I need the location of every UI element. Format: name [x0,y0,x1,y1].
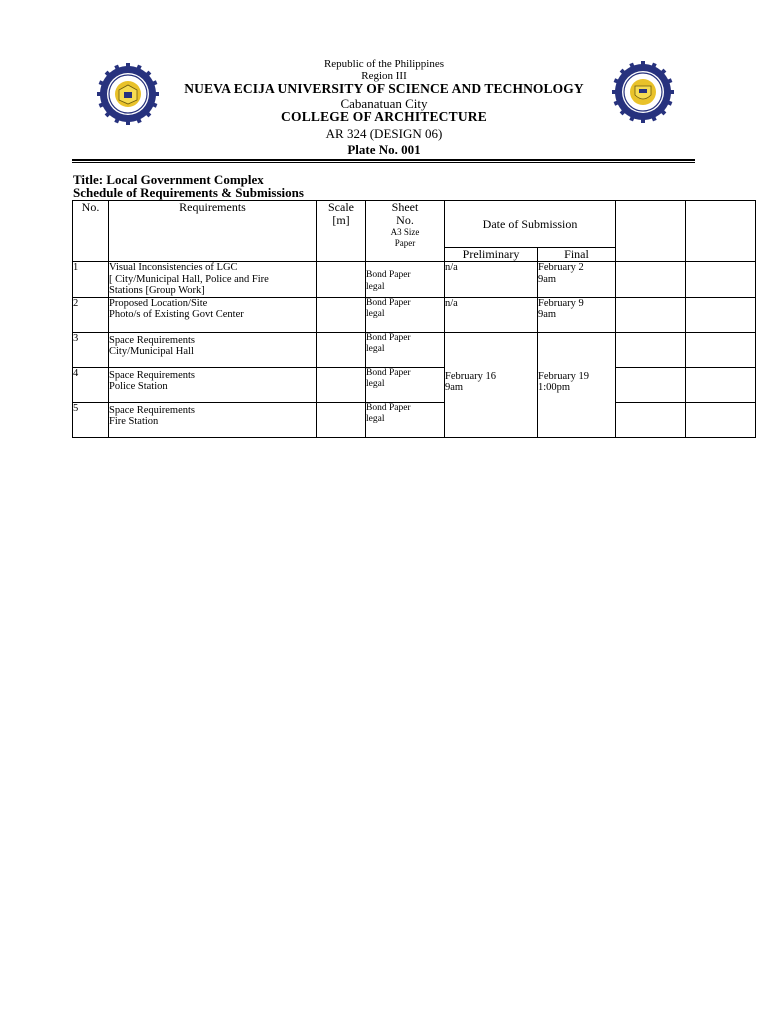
requirement-cell [109,297,317,332]
document-title: Title: Local Government Complex [73,172,264,187]
scale-cell [317,297,366,332]
final-line: February 9 [538,297,584,309]
region-line: Region III [361,70,407,82]
requirement-line: Police Station [109,381,168,392]
scale-cell [317,402,366,437]
header-requirements: Requirements [109,201,317,262]
header-divider [72,159,695,161]
blank-cell [686,332,756,367]
city-line: Cabanatuan City [340,96,428,111]
table-row [73,402,756,437]
sheet-line: legal [366,414,385,424]
country-line: Republic of the Philippines [323,58,445,70]
header-sheet [366,201,445,262]
header-no: No. [73,201,109,262]
header-preliminary: Preliminary [445,248,538,262]
requirement-line: Visual Inconsistencies of LGC [109,262,238,273]
sheet-line: legal [366,379,385,389]
header-scale-line1: Scale [328,200,354,214]
header-final: Final [538,248,616,262]
table-row [73,297,756,332]
schedule-table [72,200,756,438]
blank-header-cell-2 [686,201,756,262]
blank-cell [686,367,756,402]
table-row [73,367,756,402]
blank-cell [686,402,756,437]
requirement-cell [109,402,317,437]
sheet-line: Bond Paper [366,297,411,308]
table-header-row [73,201,756,248]
row-number: 1 [73,262,109,298]
sheet-line: Bond Paper [366,270,411,280]
sheet-cell [366,297,445,332]
merged-preliminary-cell [445,332,538,437]
university-name: NUEVA ECIJA UNIVERSITY OF SCIENCE AND TECHNOLOGY [184,81,584,96]
row-number: 2 [73,297,109,332]
blank-cell [686,297,756,332]
sheet-line: Bond Paper [366,332,411,343]
sheet-line: Bond Paper [366,402,411,413]
requirement-cell [109,367,317,402]
table-row [73,332,756,367]
merged-preliminary-line: 9am [445,382,464,393]
plate-number: Plate No. 001 [347,142,421,157]
preliminary-cell: n/a [445,262,538,298]
blank-cell [686,262,756,298]
blank-cell [616,367,686,402]
header-scale [317,201,366,262]
sheet-line: legal [366,281,385,292]
requirement-line: [ City/Municipal Hall, Police and Fire [109,273,269,285]
merged-final-cell [538,332,616,437]
scale-cell [317,262,366,298]
blank-header-cell-1 [616,201,686,262]
header-divider-thin [72,162,695,163]
blank-cell [616,402,686,437]
requirement-line: Fire Station [109,416,159,427]
requirement-line: Stations [Group Work] [109,285,205,296]
scale-cell [317,332,366,367]
sheet-cell [366,332,445,367]
final-line: 9am [538,309,557,320]
requirement-line: City/Municipal Hall [109,346,194,357]
requirement-line: Space Requirements [109,369,196,381]
document-subtitle: Schedule of Requirements & Submissions [73,185,304,200]
sheet-cell [366,367,445,402]
blank-cell [616,262,686,298]
document-header [0,56,768,156]
table-row [73,262,756,298]
course-code: AR 324 (DESIGN 06) [325,126,443,141]
requirement-line: Space Requirements [109,334,196,346]
row-number: 3 [73,332,109,367]
preliminary-cell: n/a [445,297,538,332]
sheet-cell [366,402,445,437]
blank-cell [616,332,686,367]
requirement-line: Space Requirements [109,404,196,416]
merged-final-line: 1:00pm [538,382,571,393]
college-name: COLLEGE OF ARCHITECTURE [281,109,487,124]
header-date-of-submission: Date of Submission [445,201,616,248]
row-number: 4 [73,367,109,402]
sheet-cell [366,262,445,298]
blank-cell [616,297,686,332]
requirement-line: Photo/s of Existing Govt Center [109,309,244,320]
header-sheet-line2: No. [396,213,414,227]
merged-preliminary-line: February 16 [445,370,497,382]
merged-final-line: February 19 [538,370,590,382]
header-scale-line2: [m] [332,213,350,227]
requirement-cell [109,262,317,298]
sheet-line: legal [366,344,385,354]
requirement-line: Proposed Location/Site [109,297,208,309]
final-cell [538,297,616,332]
header-sheet-line4: Paper [394,238,416,248]
requirement-cell [109,332,317,367]
scale-cell [317,367,366,402]
header-sheet-line3: A3 Size [390,227,420,237]
header-sheet-line1: Sheet [391,200,419,214]
row-number: 5 [73,402,109,437]
sheet-line: legal [366,309,385,319]
final-line: 9am [538,273,557,285]
final-cell [538,262,616,298]
final-line: February 2 [538,262,584,273]
sheet-line: Bond Paper [366,367,411,378]
